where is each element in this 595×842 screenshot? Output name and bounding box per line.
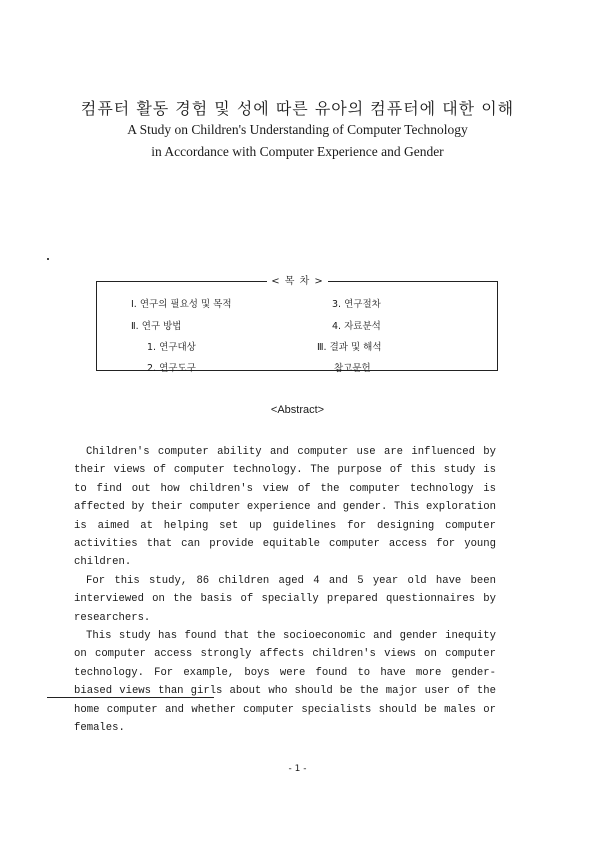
toc-item-section-2-1: 1. 연구대상 xyxy=(147,342,196,353)
abstract-heading: <Abstract> xyxy=(270,404,325,416)
abstract-paragraph: For this study, 86 children aged 4 and 5 year old have been interviewed on the basis of specially prepared questionnaires by researchers. xyxy=(74,574,496,624)
abstract-body xyxy=(74,443,496,738)
footnote-rule xyxy=(47,697,214,698)
toc-item-section-1: Ⅰ. 연구의 필요성 및 목적 xyxy=(131,299,232,310)
toc-item-section-2-2: 2. 연구도구 xyxy=(147,363,196,374)
toc-item-section-2-4: 4. 자료분석 xyxy=(332,321,381,332)
toc-item-section-3: Ⅲ. 결과 및 해석 xyxy=(317,342,382,353)
toc-label: < 목 차 > xyxy=(0,272,595,287)
toc-item-references: 참고문헌 xyxy=(334,363,371,374)
abstract-paragraph: This study has found that the socioeconomic and gender inequity on computer access strongly affects children's views on computer technology. For example, boys were found to have more gender-biased views than girls about who should be the major user of the home computer and whether computer specialists should be males or females. xyxy=(74,630,496,735)
english-title-line-2: in Accordance with Computer Experience and Gender xyxy=(151,144,444,159)
korean-title: 컴퓨터 활동 경험 및 성에 따른 유아의 컴퓨터에 대한 이해 xyxy=(80,99,515,118)
toc-item-section-2-3: 3. 연구절차 xyxy=(332,299,381,310)
english-title-line-1: A Study on Children's Understanding of Computer Technology xyxy=(127,122,468,137)
page-number: - 1 - xyxy=(288,764,307,774)
abstract-paragraph: Children's computer ability and computer use are influenced by their views of computer technology. The purpose of this study is to find out how children's view of the computer technology is affected by their computer experience and gender. This exploration is aimed at helping set up guidelines for designing computer activities that can provide equitable computer access for young children. xyxy=(74,446,496,569)
toc-item-section-2: Ⅱ. 연구 방법 xyxy=(131,321,182,332)
stray-mark xyxy=(47,258,49,260)
